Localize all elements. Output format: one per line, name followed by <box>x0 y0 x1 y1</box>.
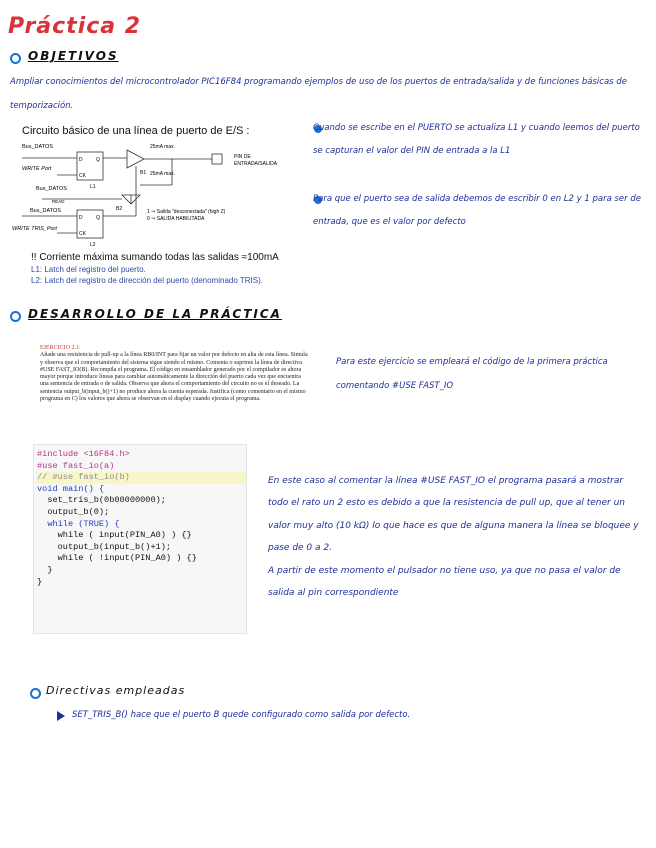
exercise-text: Añade una resistencia de pull-up a la línea RB0/INT para fijar un valor por defecto en alta de esta línea. Simula y observa que el comportamiento del sistema sigue siendo el mismo. Comenta o suprime la línea de directiva #USE FAST_IO(B). Recompila el programa. El código en ensamblador generado por el compilador es ahora mayor porque introduce líneas para cambiar automáticamente la dirección del puerto cada vez que encuentra una sentencia de entrada o de salida. Observa que ahora el comportamiento del circuito no es el deseado. La sentencia output_b(input_b()+1) no produce ahora la cuenta esperada. Justifica (como comentario en el mismo programa en C) los valores que ahora se observan en el display cuando ejecuta el programa. <box>40 352 308 403</box>
objectives-heading: OBJETIVOS <box>28 49 119 63</box>
latch-l2-description: L2: Latch del registro de dirección del puerto (denominado TRIS). <box>31 276 263 285</box>
bullet-icon <box>30 688 41 699</box>
latch-l1-description: L1: Latch del registro del puerto. <box>31 265 146 274</box>
explanation-part-1: En este caso al comentar la línea #USE FAST_IO el programa pasará a mostrar todo el rato un 2 esto es debido a que la resistencia de pull up, que al tener un valor muy alto (10 kΩ) lo que hace es que de alguna manera la línea se bloquee y pase de 0 a 2. <box>268 476 639 554</box>
code-line: while ( input(PIN_A0) ) {} <box>37 530 192 541</box>
directives-heading: Directivas empleadas <box>46 684 186 697</box>
code-block <box>33 444 247 634</box>
circuit-title: Circuito básico de una línea de puerto de E/S : <box>22 125 250 137</box>
note-l2: Para que el puerto sea de salida debemos de escribir 0 en L2 y 1 para ser de entrada, que es el valor por defecto <box>313 194 641 227</box>
svg-text:1 ⇒ Salida "desconectada" (hig: 1 ⇒ Salida "desconectada" (high Z) <box>147 209 226 215</box>
exercise-block <box>40 345 308 403</box>
objectives-text: Ampliar conocimientos del microcontrolador PIC16F84 programando ejemplos de uso de los puertos de entrada/salida y de funciones básicas de temporización. <box>10 77 627 111</box>
svg-text:CK: CK <box>79 173 86 179</box>
explanation <box>268 470 646 604</box>
directive-item: SET_TRIS_B() hace que el puerto B quede configurado como salida por defecto. <box>72 710 411 720</box>
code-line: #use fast_io(a) <box>37 460 115 471</box>
code-line: } <box>37 564 53 575</box>
code-line: while ( !input(PIN_A0) ) {} <box>37 553 197 564</box>
code-line: output_b(input_b()+1); <box>37 541 172 552</box>
svg-text:PIN DE: PIN DE <box>234 154 251 160</box>
bus-datos-label: Bus_DATOS <box>36 186 67 192</box>
svg-text:25mA max.: 25mA max. <box>150 144 176 150</box>
bullet-icon <box>10 311 21 322</box>
exercise-title: EJERCICIO 2.1: <box>40 345 81 351</box>
svg-text:D: D <box>79 157 83 163</box>
code-line: void main() { <box>37 483 105 494</box>
development-heading: DESARROLLO DE LA PRÁCTICA <box>28 307 282 321</box>
read-label: READ <box>52 199 65 204</box>
buffer-b1 <box>127 150 144 168</box>
code-line: set_tris_b(0b00000000); <box>37 495 166 506</box>
svg-text:D: D <box>79 215 83 221</box>
write-port-label: WRITE Port <box>22 166 52 172</box>
exercise-side-note: Para este ejercicio se empleará el código de la primera práctica comentando #USE FAST_IO <box>336 357 608 391</box>
svg-text:CK: CK <box>79 231 86 237</box>
code-line: #include <16F84.h> <box>37 449 130 459</box>
current-warning: !! Corriente máxima sumando todas las salidas ≈100mA <box>31 252 279 263</box>
io-port-circuit-diagram <box>12 140 302 250</box>
bullet-icon <box>10 53 21 64</box>
page-title: Práctica 2 <box>8 14 142 39</box>
svg-text:B2: B2 <box>116 206 123 212</box>
code-line: } <box>37 576 43 587</box>
svg-text:ENTRADA/SALIDA: ENTRADA/SALIDA <box>234 161 278 167</box>
svg-text:Q: Q <box>96 157 100 163</box>
bus-datos-label: Bus_DATOS <box>22 144 53 150</box>
svg-text:B1: B1 <box>140 170 147 176</box>
write-tris-label: WRITE TRIS_Port <box>12 226 57 232</box>
svg-text:L1: L1 <box>90 184 96 190</box>
svg-text:Q: Q <box>96 215 100 221</box>
arrow-icon <box>57 711 65 721</box>
code-line: output_b(0); <box>37 506 110 517</box>
code-line: // #use fast_io(b) <box>37 472 246 484</box>
explanation-part-2: A partir de este momento el pulsador no tiene uso, ya que no pasa el valor de salida al pin correspondiente <box>268 565 621 599</box>
svg-text:25mA max.: 25mA max. <box>150 171 176 177</box>
code-line: while (TRUE) { <box>37 518 120 529</box>
note-l1: Cuando se escribe en el PUERTO se actualiza L1 y cuando leemos del puerto se capturan el valor del PIN de entrada a la L1 <box>313 123 640 156</box>
svg-text:L2: L2 <box>90 242 96 248</box>
bus-datos-label: Bus_DATOS <box>30 208 61 214</box>
svg-text:0 ⇒ SALIDA HABILITADA: 0 ⇒ SALIDA HABILITADA <box>147 216 205 222</box>
